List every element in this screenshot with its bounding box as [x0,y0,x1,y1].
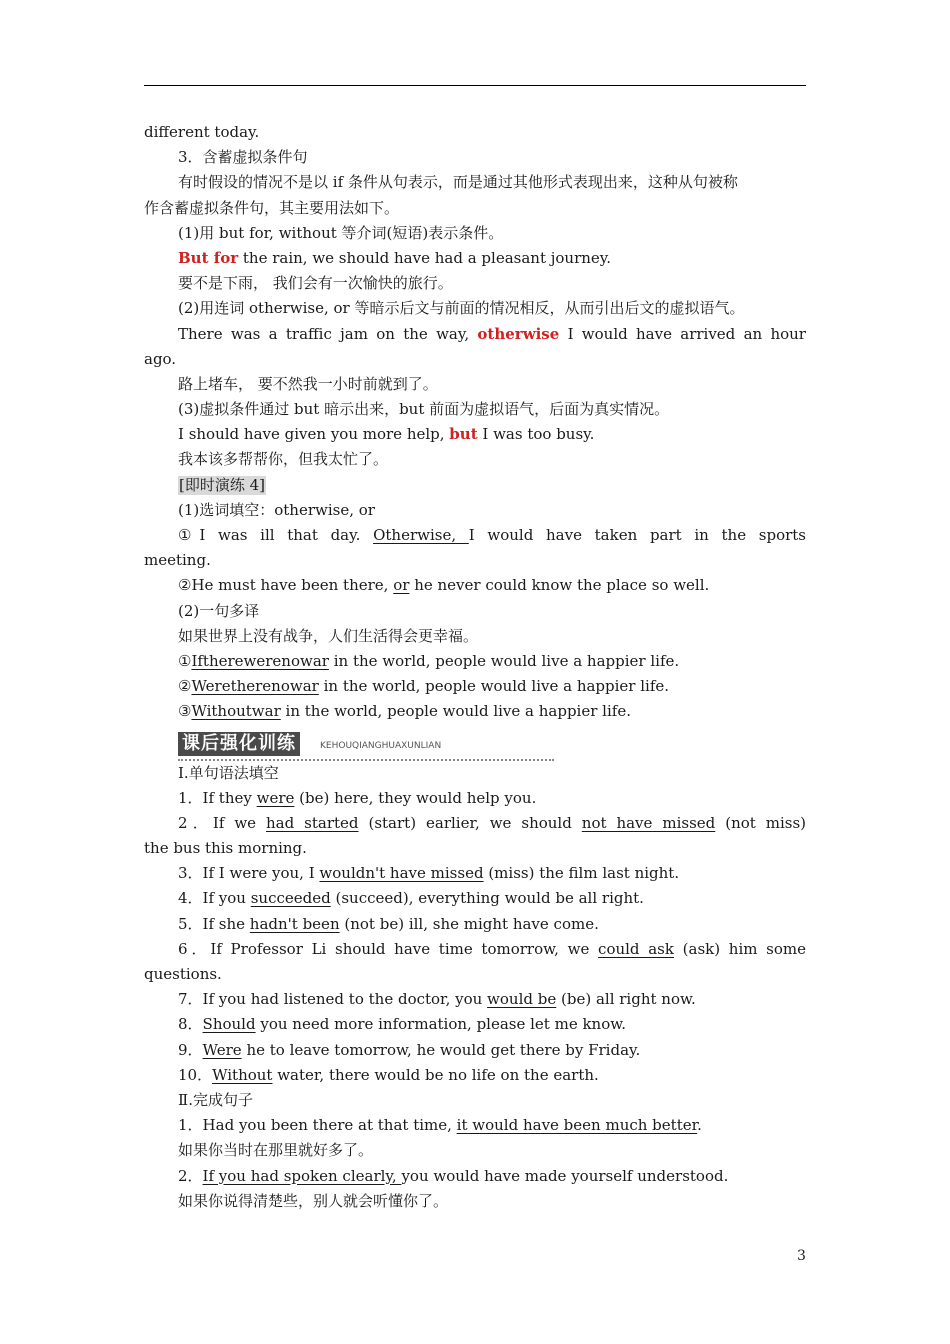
text-segment: in the world, people would live a happier life. [318,677,670,696]
text-segment: ③ [178,702,192,721]
answer-blank: Should [202,1015,256,1034]
text-segment: 1．Had you been there at that time, [178,1116,457,1135]
text-line [144,836,806,861]
answer-blank: If you had spoken clearly, [202,1166,402,1185]
document-body [144,120,806,1214]
text-segment: 8． [178,1015,203,1034]
text-line [144,372,806,397]
text-segment: different today. [144,123,260,141]
text-line [144,196,806,221]
text-segment: (be) here, they would help you. [294,788,537,807]
text-segment: . [697,1116,702,1135]
text-segment: (2)一句多译 [178,601,260,620]
text-segment: you would have made yourself understood. [401,1166,729,1185]
text-segment: ago. [144,349,177,368]
header-rule [144,85,806,86]
text-line [144,1088,806,1113]
text-segment: ②He must have been there, [178,576,394,595]
answer-blank: succeeded [250,889,331,908]
text-segment: 如果你说得清楚些，别人就会听懂你了。 [178,1191,449,1210]
text-line [144,523,806,548]
text-segment: Ⅱ.完成句子 [178,1090,253,1109]
text-segment: 如果你当时在那里就好多了。 [178,1141,374,1160]
text-segment: in the world, people would live a happier life. [328,651,680,670]
text-line [144,1113,806,1138]
text-line [144,962,806,987]
text-line [144,447,806,472]
text-segment: he to leave tomorrow, he would get there by Friday. [241,1040,641,1059]
highlight-keyword: But for [178,248,239,267]
text-line [144,1138,806,1163]
text-segment: (succeed), everything would be all right. [330,889,644,908]
text-segment: 作含蓄虚拟条件句，其主要用法如下。 [144,198,400,217]
text-segment: meeting. [144,551,211,570]
text-line [144,120,806,145]
text-segment: in the world, people would live a happier life. [280,702,631,721]
text-line [144,1012,806,1037]
answer-blank: wouldn't have missed [319,864,484,883]
text-segment: you need more information, please let me know. [255,1015,627,1034]
answer-blank: Withoutwar [191,702,281,721]
text-line [144,246,806,271]
text-segment: 要不是下雨， 我们会有一次愉快的旅行。 [178,274,453,293]
text-segment: 10． [178,1065,213,1084]
text-segment: 2．If we [178,813,267,832]
text-line [144,886,806,911]
banner-dotted-rule [178,759,554,761]
text-segment: ① [178,651,192,670]
answer-blank: hadn't been [249,914,340,933]
answer-blank: Were [202,1040,242,1059]
answer-blank: Otherwise, [373,526,469,544]
text-line [144,1189,806,1214]
text-segment: (3)虚拟条件通过 but 暗示出来，but 前面为虚拟语气，后面为真实情况。 [178,400,670,419]
text-segment: (miss) the film last night. [483,864,680,883]
exercise-section [144,761,806,1214]
text-segment: I should have given you more help, [178,425,450,444]
text-segment: (1)用 but for, without 等介词(短语)表示条件。 [178,223,504,242]
highlight-keyword: but [449,425,478,444]
text-line [144,548,806,573]
text-line [144,498,806,523]
text-line [144,861,806,886]
answer-blank: would be [487,990,557,1009]
text-line [144,674,806,699]
text-segment: ①I was ill that day. [178,526,374,544]
text-segment: 7．If you had listened to the doctor, you [178,990,488,1009]
text-line [144,649,806,674]
highlight-keyword: otherwise [477,324,560,343]
text-line [144,761,806,786]
banner-title: 课后强化训练 [178,732,300,756]
text-segment: (1)选词填空：otherwise, or [178,500,375,519]
text-segment: (ask) him some [673,939,806,958]
text-line [144,145,806,170]
text-segment: 如果世界上没有战争，人们生活得会更幸福。 [178,626,479,645]
text-segment: water, there would be no life on the earth. [272,1065,599,1084]
text-line [144,473,806,498]
text-line [144,786,806,811]
answer-blank: could ask [598,939,674,958]
answer-blank: Without [212,1065,273,1084]
answer-blank: it would have been much better [456,1116,698,1135]
text-line [144,1164,806,1189]
text-segment: I was too busy. [477,425,595,444]
text-segment: (be) all right now. [556,990,696,1009]
answer-blank: had started [266,813,359,832]
text-line [144,1038,806,1063]
text-segment: 我本该多帮帮你，但我太忙了。 [178,450,389,469]
text-line [144,221,806,246]
text-segment: (not miss) [715,813,806,832]
text-line [144,422,806,447]
answer-blank: Iftherewerenowar [191,651,329,670]
text-segment: 9． [178,1040,203,1059]
practice-heading: [即时演练 4] [179,475,266,494]
text-line [144,699,806,724]
text-segment: 4．If you [178,889,251,908]
text-line [144,987,806,1012]
text-line [144,811,806,836]
banner-subtitle: KEHOUQIANGHUAXUNLIAN [320,740,442,751]
text-segment: ② [178,677,192,696]
text-segment: (2)用连词 otherwise, or 等暗示后文与前面的情况相反，从而引出后文的虚拟语气。 [178,299,745,318]
text-line [144,296,806,321]
section-banner [144,725,806,761]
text-segment: There was a traffic jam on the way, [178,324,478,343]
page-number: 3 [797,1248,806,1264]
answer-blank: not have missed [581,813,716,832]
text-line [144,1063,806,1088]
text-line [144,624,806,649]
text-line [144,322,806,347]
text-segment: 3．If I were you, I [178,864,320,883]
text-segment: I would have arrived an hour [559,324,806,343]
text-segment: 3．含蓄虚拟条件句 [178,148,308,167]
text-segment: (not be) ill, she might have come. [339,914,599,933]
grammar-section [144,120,806,725]
text-line [144,170,806,195]
text-line [144,397,806,422]
text-segment: the rain, we should have had a pleasant journey. [238,248,612,267]
text-segment: questions. [144,965,222,983]
answer-blank: were [256,788,295,807]
text-line [144,573,806,598]
text-segment: 1．If they [178,788,257,807]
text-line [144,912,806,937]
text-segment: he never could know the place so well. [409,576,710,595]
text-segment: Ⅰ.单句语法填空 [178,763,279,782]
text-line [144,599,806,624]
text-segment: 有时假设的情况不是以 if 条件从句表示，而是通过其他形式表现出来，这种从句被称 [178,173,738,192]
text-segment: (start) earlier, we should [358,813,582,832]
answer-blank: or [393,576,410,595]
text-segment: 路上堵车， 要不然我一小时前就到了。 [178,374,438,393]
text-line [144,347,806,372]
text-segment: I would have taken part in the sports [468,526,806,544]
answer-blank: Weretherenowar [191,677,319,696]
text-segment: 2． [178,1166,203,1185]
text-line [144,937,806,962]
text-segment: 6．If Professor Li should have time tomorrow, we [178,939,599,958]
text-line [144,271,806,296]
text-segment: 5．If she [178,914,250,933]
text-segment: the bus this morning. [144,839,307,858]
